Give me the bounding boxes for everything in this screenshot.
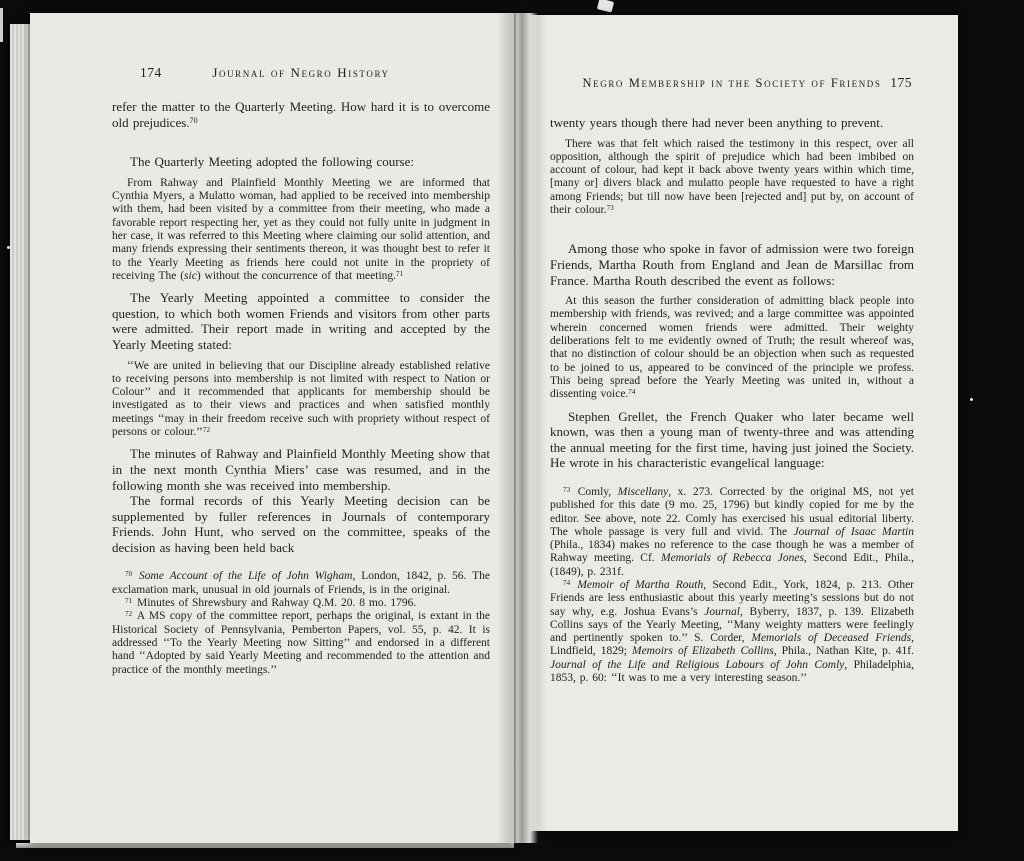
left-page-body xyxy=(112,99,490,677)
footnote-marker: 71 xyxy=(125,596,133,605)
scan-artifact xyxy=(7,246,10,249)
paragraph: Among those who spoke in favor of admission were two foreign Friends, Martha Routh from England and Jean de Marsillac from France. Martha Routh described the event as follows: xyxy=(550,241,914,288)
paragraph: refer the matter to the Quarterly Meeting. How hard it is to overcome old prejudices.$^{70}$ xyxy=(112,99,490,130)
book-page-left xyxy=(30,13,514,843)
footnote-marker: 74 xyxy=(628,388,636,397)
footnote-marker: 74 xyxy=(563,578,571,587)
paragraph: The minutes of Rahway and Plainfield Monthly Meeting show that in the next month Cynthia Miers’ case was resumed, and in the following month she was received into membership. xyxy=(112,446,490,493)
running-title-left: Journal of Negro History xyxy=(212,65,390,80)
block-quote: At this season the further consideration of admitting black people into membership with friends, was revived; and a large committee was appointed wherein concerned women friends were admitted. Their weighty deliberations felt to me evidently owned of Truth; the result whereof was, that no distinction of colour should be an objection when such as requested to be joined to us, appeared to be convinced of the principle we profess. This being spread before the Yearly Meeting was united in, without a dissenting voice.$^{74}$ xyxy=(550,295,914,401)
footnote-marker: 72 xyxy=(202,425,211,434)
running-head-left xyxy=(112,65,490,81)
running-title-right: Negro Membership in the Society of Friends xyxy=(582,76,882,90)
running-head-right xyxy=(550,75,914,91)
paragraph: The Quarterly Meeting adopted the following course: xyxy=(130,154,414,170)
binding-gutter xyxy=(497,13,547,843)
page-number-left: 174 xyxy=(140,65,162,80)
footnote-marker: 70 xyxy=(125,570,133,579)
footnote: $^{71}$ Minutes of Shrewsbury and Rahway Q.M. 20. 8 mo. 1796. xyxy=(125,596,417,610)
paragraph: The formal records of this Yearly Meeting decision can be supplemented by fuller references in Journals of contemporary Friends. John Hunt, who served on the committee, speaks of the decision as having been held back xyxy=(112,493,490,555)
footnote-marker: 71 xyxy=(396,269,404,278)
footnote-marker: 73 xyxy=(563,485,571,494)
block-quote: ‘‘We are united in believing that our Discipline already established relative to receiving persons into membership is not limited with respect to Nation or Colour’’ and it recommended that applicants for membership should be investigated as to their views and practices and when satisfied monthly meetings ‘‘may in their freedom receive such with propriety without respect of persons or colour.’’$^{72}$ xyxy=(112,359,490,439)
footnote: $^{72}$ A MS copy of the committee report, perhaps the original, is extant in the Historical Society of Pennsylvania, Pemberton Papers, vol. 55, p. 42. It is addressed ‘‘To the Yearly Meeting now Sitting’’ and endorsed in a different hand ‘‘Adopted by said Yearly Meeting and recommended to the attention and practice of the monthly meetings.’’ xyxy=(112,610,490,676)
paragraph: twenty years though there had never been anything to prevent. xyxy=(550,115,884,130)
scan-artifact xyxy=(0,8,3,42)
paragraph: The Yearly Meeting appointed a committee to consider the question, to which both women Friends and visitors from other parts were admitted. Their report made in writing and accepted by the Yearly Meeting stated: xyxy=(112,290,490,352)
page-edge-bottom xyxy=(16,843,514,848)
block-quote: From Rahway and Plainfield Monthly Meeting we are informed that Cynthia Myers, a Mulatto woman, had applied to be received into membership with them, had been visited by a committee from their meeting, who made a favorable report respecting her, yet as they could not fully unite in judgment in her case, it was referred to this Meeting where claiming our solid attention, and many friends expressing their sentiments thereon, it was thought best to refer it to the Yearly Meeting as friends here could not unite in the propriety of receiving The (sic) without the concurrence of that meeting.$^{71}$ xyxy=(112,176,491,282)
block-quote: There was that felt which raised the testimony in this respect, over all opposition, although the spirit of prejudice which had been imbibed on account of colour, had kept it back above twenty years within which time, [many or] divers black and mulatto people have requested to have a right among Friends; but till now have been [rejected and] put by, on account of their colour.$^{73}$ xyxy=(550,137,914,217)
footnote: $^{73}$ Comly, Miscellany, x. 273. Corrected by the original MS, not yet published for this date (9 mo. 25, 1796) but kindly copied for me by the editor. See above, note 22. Comly has exercised his usual editorial liberty. The whole passage is very full and vivid. The Journal of Isaac Martin (Phila., 1834) makes no reference to the case though he was a member of Rahway meeting. Cf. Memorials of Rebecca Jones, Second Edit., Phila., (1849), p. 231f. xyxy=(550,485,914,578)
footnote: $^{70}$ Some Account of the Life of John Wigham, London, 1842, p. 56. The exclamation mark, unusual in old journals of Friends, is in the original. xyxy=(112,570,490,596)
scan-artifact xyxy=(597,0,614,13)
footnote-marker: 70 xyxy=(189,115,198,125)
footnote: $^{74}$ Memoir of Martha Routh, Second Edit., York, 1824, p. 213. Other Friends are less enthusiastic about this yearly meeting’s sessions but do not say why, e.g. Joshua Evans’s Journal, Byberry, 1837, p. 139. Elizabeth Collins says of the Yearly Meeting, ‘‘Many weighty matters were feelingly and pertinently spoken to.’’ S. Corder, Memorials of Deceased Friends, Lindfield, 1829; Memoirs of Elizabeth Collins, Phila., Nathan Kite, p. 41f. Journal of the Life and Religious Labours of John Comly, Philadelphia, 1853, p. 60: ‘‘It was to me a very interesting season.’’ xyxy=(550,578,915,685)
scan-artifact xyxy=(970,398,973,401)
paragraph: Stephen Grellet, the French Quaker who later became well known, was then a young man of twenty-three and was attending the annual meeting for the first time, having just joined the Society. He wrote in his characteristic evangelical language: xyxy=(550,408,914,471)
book-page-right xyxy=(530,15,958,831)
footnote-marker: 72 xyxy=(125,610,133,619)
footnote-marker: 73 xyxy=(606,203,614,212)
right-page-body xyxy=(550,115,914,685)
page-number-right: 175 xyxy=(890,75,912,90)
page-edge-stack xyxy=(10,24,32,840)
